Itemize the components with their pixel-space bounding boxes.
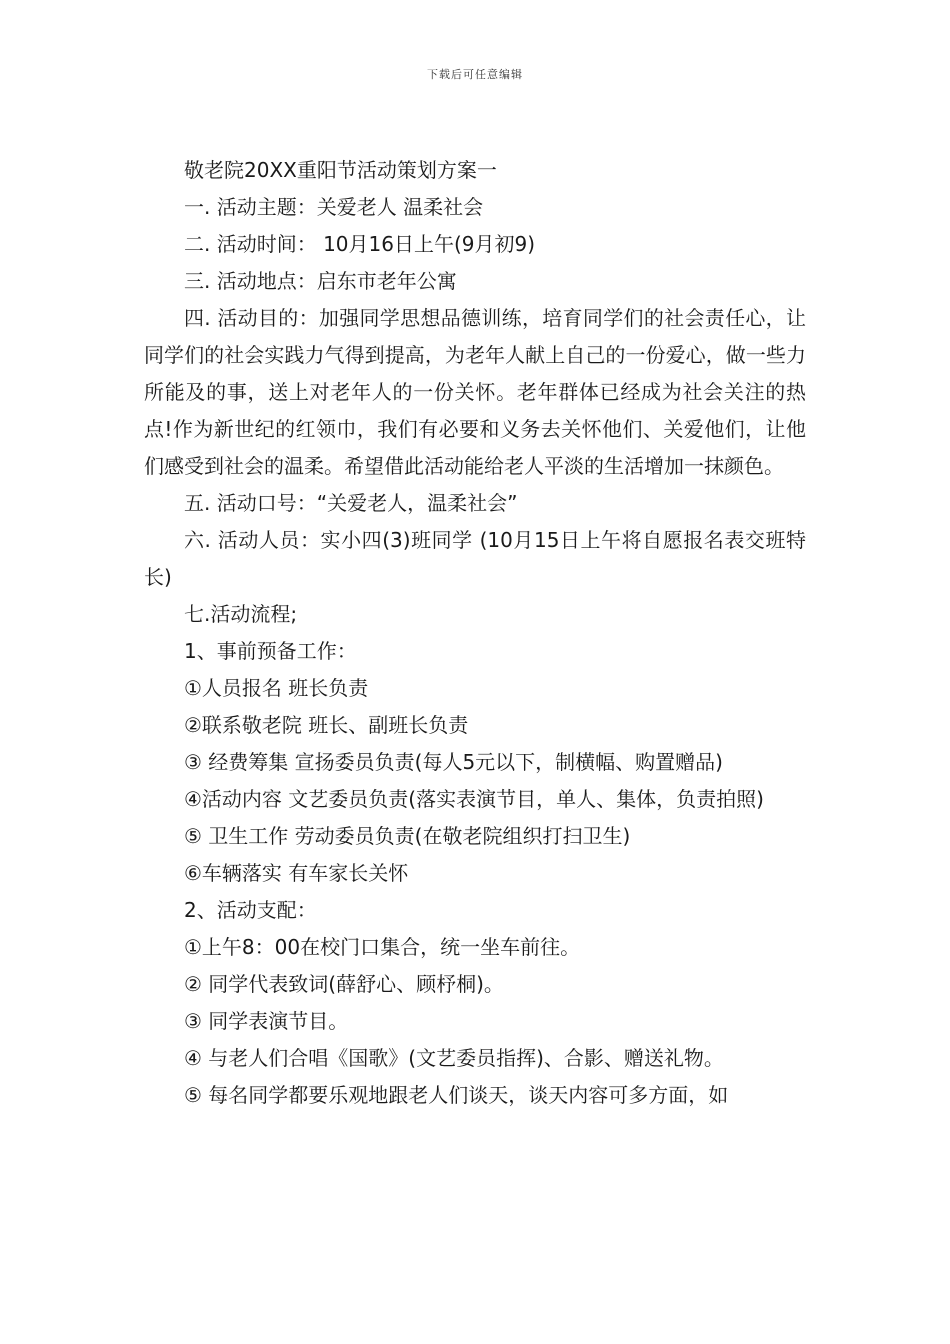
list-item: ⑤ 卫生工作 劳动委员负责(在敬老院组织打扫卫生) [184,824,631,848]
paragraph-preparation-heading: 1、事前预备工作： [184,639,357,663]
paragraph-time: 二. 活动时间： 10月16日上午(9月初9) [184,232,536,256]
document-body [144,152,806,1114]
paragraph-purpose: 四. 活动目的：加强同学思想品德训练，培育同学们的社会责任心，让同学们的社会实践力气得到提高，为老年人献上自己的一份爱心，做一些力所能及的事，送上对老年人的一份关怀。老年群体已经成为社会关注的热点!作为新世纪的红领巾，我们有必要和义务去关怀他们、关爱他们，让他们感受到社会的温柔。希望借此活动能给老人平淡的生活增加一抹颜色。 [144,306,806,478]
paragraph-location: 三. 活动地点：启东市老年公寓 [184,269,457,293]
paragraph-arrangement-heading: 2、活动支配： [184,898,317,922]
list-item: ⑥车辆落实 有车家长关怀 [184,861,409,885]
list-item: ② 同学代表致词(薛舒心、顾杼桐)。 [184,972,504,996]
list-item: ④ 与老人们合唱《国歌》(文艺委员指挥)、合影、赠送礼物。 [184,1046,724,1070]
list-item: ⑤ 每名同学都要乐观地跟老人们谈天，谈天内容可多方面，如 [184,1083,729,1107]
paragraph-participants: 六. 活动人员：实小四(3)班同学 (10月15日上午将自愿报名表交班特长) [144,528,806,589]
list-item: ①人员报名 班长负责 [184,676,369,700]
document-title: 敬老院20XX重阳节活动策划方案一 [184,158,497,182]
list-item: ④活动内容 文艺委员负责(落实表演节目，单人、集体，负责拍照) [184,787,764,811]
paragraph-slogan: 五. 活动口号：“关爱老人，温柔社会” [184,491,518,515]
list-item: ③ 同学表演节目。 [184,1009,349,1033]
list-item: ③ 经费筹集 宣扬委员负责(每人5元以下，制横幅、购置赠品) [184,750,723,774]
paragraph-theme: 一. 活动主题：关爱老人 温柔社会 [184,195,484,219]
paragraph-process-heading: 七.活动流程; [184,602,298,626]
list-item: ②联系敬老院 班长、副班长负责 [184,713,469,737]
page-header: 下载后可任意编辑 [427,68,523,81]
list-item: ①上午8：00在校门口集合，统一坐车前往。 [184,935,581,959]
